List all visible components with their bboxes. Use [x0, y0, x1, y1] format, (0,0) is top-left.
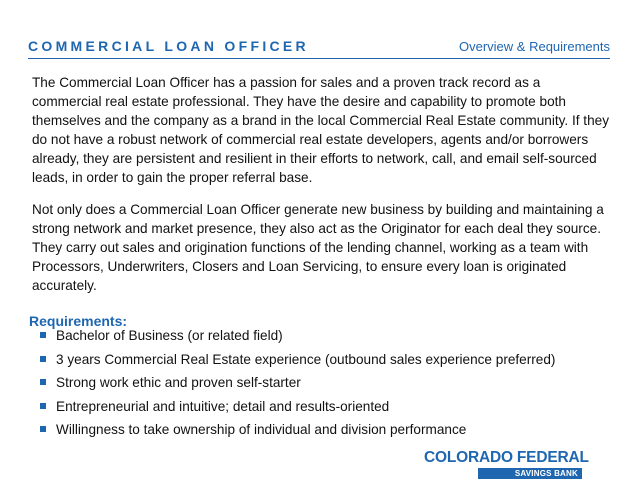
- logo-name: COLORADO FEDERAL: [424, 449, 589, 466]
- requirement-text: Bachelor of Business (or related field): [56, 328, 283, 343]
- page-title: COMMERCIAL LOAN OFFICER: [28, 38, 309, 54]
- requirement-text: Entrepreneurial and intuitive; detail and results-oriented: [56, 398, 390, 414]
- requirement-item: [40, 325, 555, 349]
- requirement-text: 3 years Commercial Real Estate experience (outbound sales experience preferred): [56, 351, 556, 367]
- square-bullet-icon: [40, 403, 46, 409]
- requirement-item: [40, 372, 555, 396]
- overview-paragraph-2: Not only does a Commercial Loan Officer generate new business by building and maintaining a strong network and market presence, they also act as the Originator for each deal they source. They carry out sales and origination functions of the lending channel, working as a team with Processors, Underwriters, Closers and Loan Servicing, to ensure every loan is originated accurately.: [32, 202, 604, 293]
- requirement-text: Willingness to take ownership of individual and division performance: [56, 422, 467, 437]
- square-bullet-icon: [40, 426, 46, 432]
- requirement-text: Strong work ethic and proven self-starter: [56, 375, 301, 390]
- page-subtitle: Overview & Requirements: [459, 39, 610, 54]
- requirements-list: [40, 325, 555, 443]
- requirements-heading: Requirements:: [29, 313, 128, 329]
- requirement-item: [40, 349, 555, 373]
- square-bullet-icon: [40, 332, 46, 338]
- overview-paragraph-1: The Commercial Loan Officer has a passion for sales and a proven track record as a commercial real estate professional. They have the desire and capability to promote both themselves and the company as a brand in the local Commercial Real Estate community. If they do not have a robust network of commercial real estate developers, agents and/or borrowers already, they are persistent and resilient in their efforts to network, call, and email self-sourced leads, in order to gain the proper referral base.: [32, 75, 609, 185]
- square-bullet-icon: [40, 379, 46, 385]
- requirement-item: [40, 396, 555, 420]
- slide-header: [28, 34, 610, 59]
- square-bullet-icon: [40, 356, 46, 362]
- requirement-item: [40, 419, 555, 443]
- company-logo: [424, 449, 589, 481]
- logo-tagline: SAVINGS BANK: [478, 468, 582, 479]
